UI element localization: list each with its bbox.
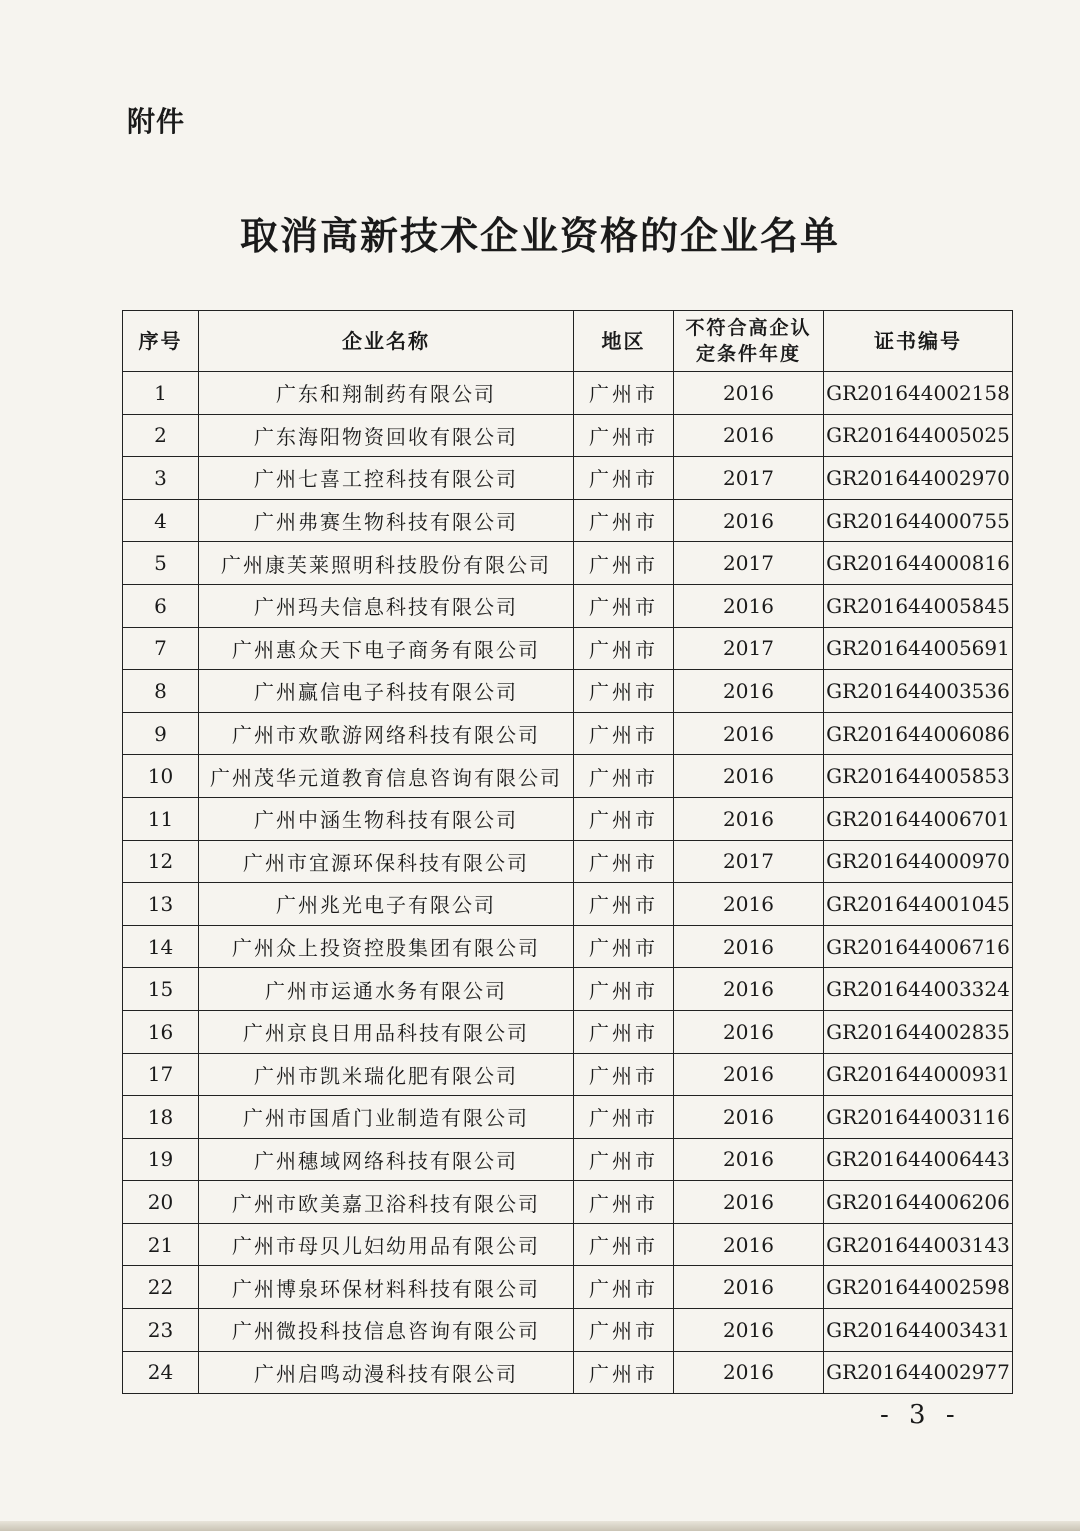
- row-index: 18: [123, 1096, 199, 1139]
- row-condition-year: 2016: [674, 1351, 824, 1394]
- row-company-name: 广州玛夫信息科技有限公司: [199, 584, 574, 627]
- row-region: 广州市: [574, 542, 674, 585]
- row-index: 8: [123, 670, 199, 713]
- row-index: 9: [123, 712, 199, 755]
- row-condition-year: 2016: [674, 1096, 824, 1139]
- row-index: 14: [123, 925, 199, 968]
- row-certificate-number: GR201644005853: [824, 755, 1013, 798]
- row-company-name: 广州赢信电子科技有限公司: [199, 670, 574, 713]
- row-region: 广州市: [574, 1053, 674, 1096]
- row-certificate-number: GR201644003324: [824, 968, 1013, 1011]
- row-certificate-number: GR201644005025: [824, 414, 1013, 457]
- table-row: [123, 1351, 1013, 1394]
- row-index: 17: [123, 1053, 199, 1096]
- row-condition-year: 2016: [674, 1309, 824, 1352]
- row-company-name: 广东海阳物资回收有限公司: [199, 414, 574, 457]
- row-index: 4: [123, 499, 199, 542]
- attachment-label: 附件: [127, 105, 186, 138]
- table-row: [123, 1096, 1013, 1139]
- table-row: [123, 925, 1013, 968]
- row-region: 广州市: [574, 1181, 674, 1224]
- row-condition-year: 2016: [674, 499, 824, 542]
- row-condition-year: 2016: [674, 1181, 824, 1224]
- page-bottom-edge: [0, 1521, 1080, 1531]
- row-region: 广州市: [574, 1309, 674, 1352]
- row-company-name: 广州穗域网络科技有限公司: [199, 1138, 574, 1181]
- table-row: [123, 499, 1013, 542]
- table-row: [123, 1138, 1013, 1181]
- table-row: [123, 1266, 1013, 1309]
- row-region: 广州市: [574, 1010, 674, 1053]
- row-certificate-number: GR201644006716: [824, 925, 1013, 968]
- row-company-name: 广州康芙莱照明科技股份有限公司: [199, 542, 574, 585]
- table-row: [123, 755, 1013, 798]
- row-condition-year: 2016: [674, 925, 824, 968]
- table-row: [123, 627, 1013, 670]
- row-condition-year: 2016: [674, 584, 824, 627]
- header-index: 序号: [123, 311, 199, 372]
- row-certificate-number: GR201644002977: [824, 1351, 1013, 1394]
- document-title: 取消高新技术企业资格的企业名单: [239, 214, 840, 258]
- row-condition-year: 2016: [674, 1266, 824, 1309]
- table-row: [123, 797, 1013, 840]
- row-certificate-number: GR201644006086: [824, 712, 1013, 755]
- row-region: 广州市: [574, 1096, 674, 1139]
- row-region: 广州市: [574, 457, 674, 500]
- row-condition-year: 2016: [674, 414, 824, 457]
- row-index: 13: [123, 883, 199, 926]
- row-company-name: 广州众上投资控股集团有限公司: [199, 925, 574, 968]
- row-index: 5: [123, 542, 199, 585]
- page-number: - 3 -: [880, 1400, 961, 1430]
- row-index: 10: [123, 755, 199, 798]
- table-header-row: [123, 311, 1013, 372]
- row-company-name: 广州市宜源环保科技有限公司: [199, 840, 574, 883]
- row-region: 广州市: [574, 1266, 674, 1309]
- row-condition-year: 2016: [674, 797, 824, 840]
- row-certificate-number: GR201644005691: [824, 627, 1013, 670]
- row-index: 24: [123, 1351, 199, 1394]
- row-region: 广州市: [574, 627, 674, 670]
- table-row: [123, 542, 1013, 585]
- table-row: [123, 1309, 1013, 1352]
- row-company-name: 广州京良日用品科技有限公司: [199, 1010, 574, 1053]
- row-certificate-number: GR201644002158: [824, 372, 1013, 415]
- row-certificate-number: GR201644002598: [824, 1266, 1013, 1309]
- row-certificate-number: GR201644003431: [824, 1309, 1013, 1352]
- row-certificate-number: GR201644000755: [824, 499, 1013, 542]
- row-company-name: 广东和翔制药有限公司: [199, 372, 574, 415]
- table-row: [123, 1010, 1013, 1053]
- table-row: [123, 883, 1013, 926]
- row-company-name: 广州微投科技信息咨询有限公司: [199, 1309, 574, 1352]
- row-certificate-number: GR201644000816: [824, 542, 1013, 585]
- table-row: [123, 1053, 1013, 1096]
- row-index: 23: [123, 1309, 199, 1352]
- table-row: [123, 840, 1013, 883]
- row-index: 11: [123, 797, 199, 840]
- row-region: 广州市: [574, 968, 674, 1011]
- row-condition-year: 2017: [674, 542, 824, 585]
- row-condition-year: 2017: [674, 627, 824, 670]
- row-certificate-number: GR201644003143: [824, 1223, 1013, 1266]
- header-condition-year: 不符合高企认定条件年度: [674, 311, 824, 372]
- row-company-name: 广州市凯米瑞化肥有限公司: [199, 1053, 574, 1096]
- row-company-name: 广州市欧美嘉卫浴科技有限公司: [199, 1181, 574, 1224]
- row-index: 1: [123, 372, 199, 415]
- row-certificate-number: GR201644005845: [824, 584, 1013, 627]
- row-condition-year: 2016: [674, 1053, 824, 1096]
- row-region: 广州市: [574, 1223, 674, 1266]
- row-index: 22: [123, 1266, 199, 1309]
- row-certificate-number: GR201644003536: [824, 670, 1013, 713]
- row-condition-year: 2016: [674, 1010, 824, 1053]
- row-condition-year: 2016: [674, 670, 824, 713]
- row-condition-year: 2016: [674, 1223, 824, 1266]
- table-row: [123, 968, 1013, 1011]
- row-company-name: 广州茂华元道教育信息咨询有限公司: [199, 755, 574, 798]
- company-list-table: [122, 310, 1013, 1394]
- header-certificate: 证书编号: [824, 311, 1013, 372]
- row-condition-year: 2016: [674, 883, 824, 926]
- row-certificate-number: GR201644006443: [824, 1138, 1013, 1181]
- table-row: [123, 712, 1013, 755]
- table-row: [123, 670, 1013, 713]
- row-condition-year: 2017: [674, 457, 824, 500]
- row-index: 2: [123, 414, 199, 457]
- header-region: 地区: [574, 311, 674, 372]
- row-condition-year: 2016: [674, 968, 824, 1011]
- row-company-name: 广州市国盾门业制造有限公司: [199, 1096, 574, 1139]
- table-row: [123, 1181, 1013, 1224]
- row-condition-year: 2016: [674, 372, 824, 415]
- row-index: 7: [123, 627, 199, 670]
- row-certificate-number: GR201644000970: [824, 840, 1013, 883]
- row-company-name: 广州博泉环保材料科技有限公司: [199, 1266, 574, 1309]
- row-certificate-number: GR201644006701: [824, 797, 1013, 840]
- row-region: 广州市: [574, 1138, 674, 1181]
- row-region: 广州市: [574, 925, 674, 968]
- table-row: [123, 457, 1013, 500]
- table-row: [123, 372, 1013, 415]
- table-row: [123, 1223, 1013, 1266]
- row-index: 15: [123, 968, 199, 1011]
- row-region: 广州市: [574, 755, 674, 798]
- row-region: 广州市: [574, 797, 674, 840]
- table-row: [123, 584, 1013, 627]
- row-condition-year: 2016: [674, 755, 824, 798]
- row-certificate-number: GR201644001045: [824, 883, 1013, 926]
- row-company-name: 广州中涵生物科技有限公司: [199, 797, 574, 840]
- row-company-name: 广州市运通水务有限公司: [199, 968, 574, 1011]
- row-certificate-number: GR201644002970: [824, 457, 1013, 500]
- row-company-name: 广州启鸣动漫科技有限公司: [199, 1351, 574, 1394]
- table-row: [123, 414, 1013, 457]
- row-company-name: 广州市母贝儿妇幼用品有限公司: [199, 1223, 574, 1266]
- row-certificate-number: GR201644000931: [824, 1053, 1013, 1096]
- row-region: 广州市: [574, 372, 674, 415]
- row-index: 3: [123, 457, 199, 500]
- row-region: 广州市: [574, 1351, 674, 1394]
- row-condition-year: 2017: [674, 840, 824, 883]
- row-company-name: 广州兆光电子有限公司: [199, 883, 574, 926]
- row-company-name: 广州惠众天下电子商务有限公司: [199, 627, 574, 670]
- row-region: 广州市: [574, 584, 674, 627]
- row-region: 广州市: [574, 670, 674, 713]
- row-index: 12: [123, 840, 199, 883]
- row-index: 20: [123, 1181, 199, 1224]
- row-company-name: 广州市欢歌游网络科技有限公司: [199, 712, 574, 755]
- row-index: 6: [123, 584, 199, 627]
- row-certificate-number: GR201644002835: [824, 1010, 1013, 1053]
- row-condition-year: 2016: [674, 712, 824, 755]
- header-company-name: 企业名称: [199, 311, 574, 372]
- row-region: 广州市: [574, 712, 674, 755]
- row-index: 21: [123, 1223, 199, 1266]
- row-region: 广州市: [574, 840, 674, 883]
- row-certificate-number: GR201644003116: [824, 1096, 1013, 1139]
- row-company-name: 广州弗赛生物科技有限公司: [199, 499, 574, 542]
- row-region: 广州市: [574, 883, 674, 926]
- row-region: 广州市: [574, 499, 674, 542]
- row-condition-year: 2016: [674, 1138, 824, 1181]
- row-certificate-number: GR201644006206: [824, 1181, 1013, 1224]
- row-company-name: 广州七喜工控科技有限公司: [199, 457, 574, 500]
- row-index: 19: [123, 1138, 199, 1181]
- row-region: 广州市: [574, 414, 674, 457]
- row-index: 16: [123, 1010, 199, 1053]
